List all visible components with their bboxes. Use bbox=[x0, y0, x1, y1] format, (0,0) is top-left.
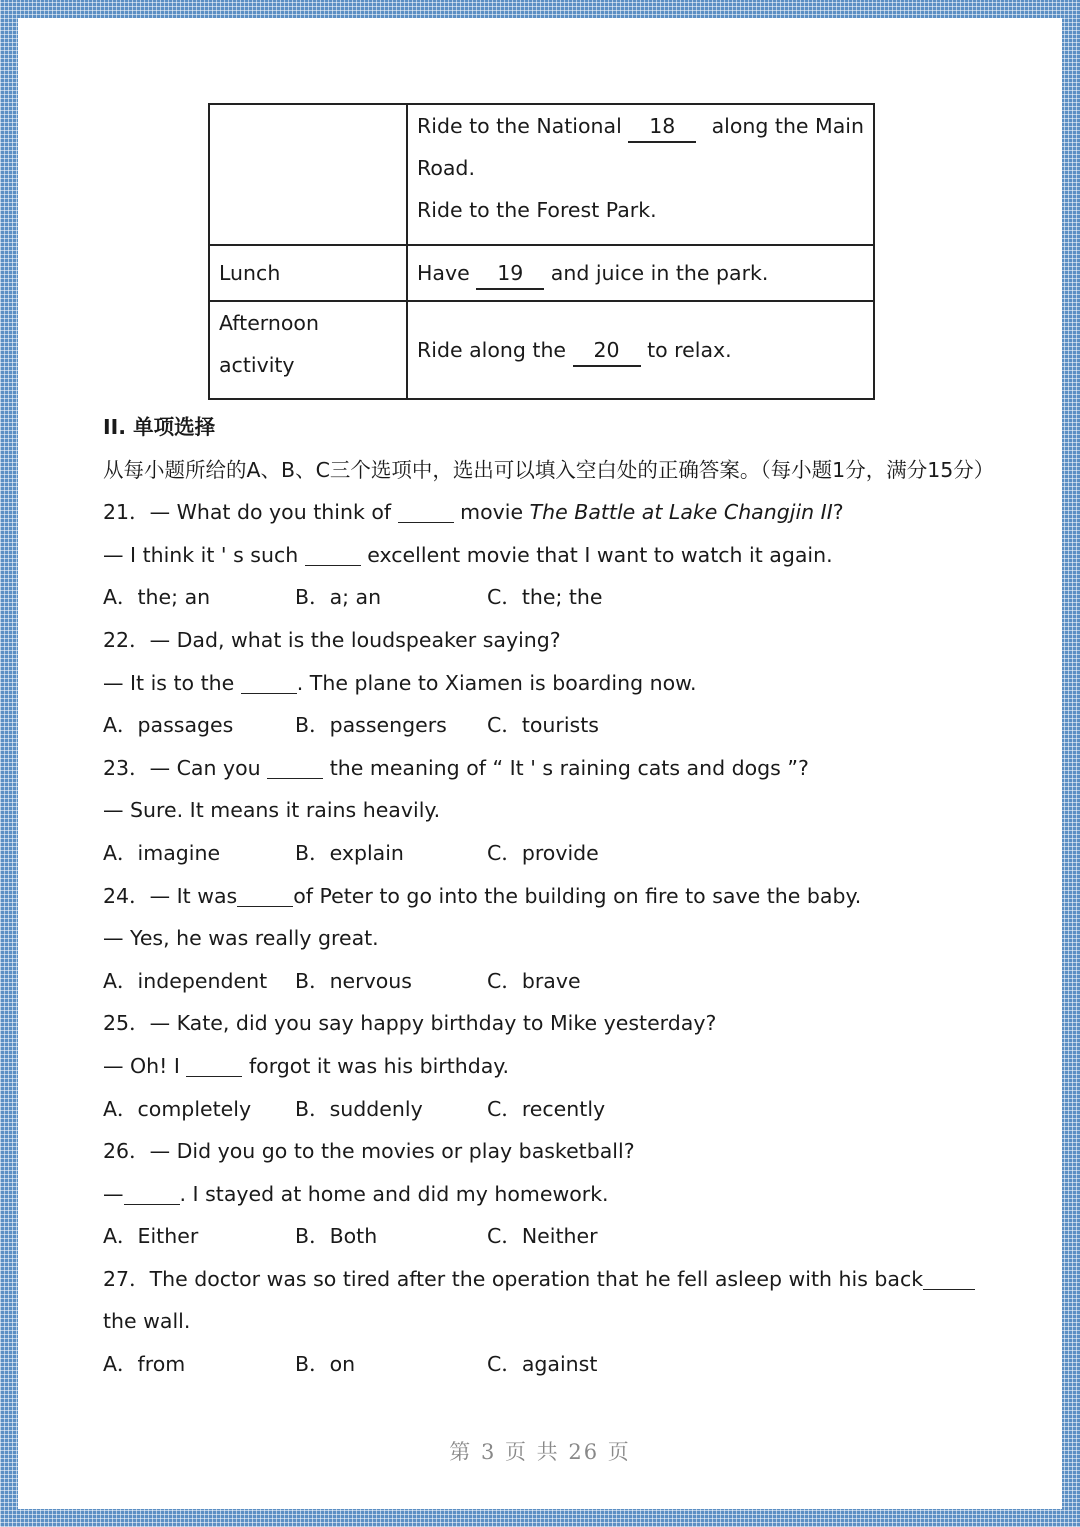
answer-blank bbox=[124, 1183, 180, 1205]
answer-22: — It is to the . The plane to Xiamen is boarding now. bbox=[103, 670, 697, 695]
section-title: II. 单项选择 bbox=[103, 415, 216, 439]
table-row bbox=[209, 301, 874, 399]
options-21 bbox=[103, 576, 1003, 619]
question-23: 23．— Can you the meaning of “ It ' s raining cats and dogs ”? bbox=[103, 755, 809, 780]
table-row bbox=[209, 104, 874, 245]
answer-blank bbox=[241, 672, 297, 694]
question-24: 24．— It was of Peter to go into the building on fire to save the baby. bbox=[103, 883, 862, 908]
option-a: A．imagine bbox=[103, 840, 221, 865]
page-footer: 第 3 页 共 26 页 bbox=[449, 1440, 631, 1464]
answer-24: — Yes, he was really great. bbox=[103, 926, 379, 951]
option-a: A．from bbox=[103, 1352, 186, 1377]
option-b: B．passengers bbox=[295, 713, 447, 738]
answer-21: — I think it ' s such excellent movie that I want to watch it again. bbox=[103, 542, 833, 567]
question-section bbox=[103, 406, 1003, 1386]
table-cell-lunch: Lunch bbox=[209, 245, 407, 301]
option-c: C．Neither bbox=[487, 1224, 598, 1249]
option-c: C．provide bbox=[487, 840, 599, 865]
row1-line3: Ride to the Forest Park. bbox=[417, 198, 657, 222]
blank-20: 20 bbox=[573, 335, 641, 367]
row1-text-a: Ride to the National 18 bbox=[417, 105, 696, 147]
answer-blank bbox=[305, 544, 361, 566]
table-cell-afternoon-desc: Ride along the 20 to relax. bbox=[407, 301, 874, 399]
blank-19: 19 bbox=[476, 258, 544, 290]
answer-25: — Oh! I forgot it was his birthday. bbox=[103, 1053, 510, 1078]
row1-line1 bbox=[417, 105, 864, 147]
option-b: B．Both bbox=[295, 1224, 378, 1249]
question-21: 21．— What do you think of movie The Battle at Lake Changjin II? bbox=[103, 500, 844, 525]
table-cell-lunch-desc: Have 19 and juice in the park. bbox=[407, 245, 874, 301]
options-24 bbox=[103, 960, 1003, 1003]
section-instruction: 从每小题所给的A、B、C三个选项中，选出可以填入空白处的正确答案。（每小题1分，满分15分） bbox=[103, 457, 995, 482]
question-22: 22．— Dad, what is the loudspeaker saying? bbox=[103, 627, 561, 652]
options-26 bbox=[103, 1215, 1003, 1258]
option-c: C．recently bbox=[487, 1096, 606, 1121]
answer-blank bbox=[237, 885, 293, 907]
options-27 bbox=[103, 1343, 1003, 1386]
row1-text-b: along the Main bbox=[711, 114, 864, 138]
document-page bbox=[18, 18, 1062, 1509]
answer-blank bbox=[923, 1268, 975, 1290]
blank-18: 18 bbox=[628, 111, 696, 143]
table-cell-empty bbox=[209, 104, 407, 245]
option-a: A．Either bbox=[103, 1224, 199, 1249]
table-cell-morning bbox=[407, 104, 874, 245]
option-a: A．passages bbox=[103, 713, 234, 738]
question-27: 27．The doctor was so tired after the operation that he fell asleep with his backthe wall. bbox=[103, 1258, 1003, 1343]
options-22 bbox=[103, 704, 1003, 747]
answer-blank bbox=[186, 1055, 242, 1077]
row1-line2: Road. bbox=[417, 156, 475, 180]
option-b: B．nervous bbox=[295, 968, 412, 993]
option-a: A．independent bbox=[103, 968, 268, 993]
option-c: C．the; the bbox=[487, 585, 603, 610]
option-b: B．suddenly bbox=[295, 1096, 423, 1121]
answer-23: — Sure. It means it rains heavily. bbox=[103, 798, 441, 823]
options-23 bbox=[103, 832, 1003, 875]
option-c: C．tourists bbox=[487, 713, 599, 738]
option-a: A．completely bbox=[103, 1096, 252, 1121]
option-b: B．a; an bbox=[295, 585, 382, 610]
answer-blank bbox=[398, 502, 454, 524]
answer-blank bbox=[267, 757, 323, 779]
options-25 bbox=[103, 1088, 1003, 1131]
table-row bbox=[209, 245, 874, 301]
option-b: B．explain bbox=[295, 840, 404, 865]
option-b: B．on bbox=[295, 1352, 356, 1377]
activity-table bbox=[208, 103, 875, 400]
answer-26: — . I stayed at home and did my homework. bbox=[103, 1181, 609, 1206]
question-26: 26．— Did you go to the movies or play basketball? bbox=[103, 1139, 635, 1164]
option-c: C．against bbox=[487, 1352, 598, 1377]
table-cell-afternoon: Afternoon activity bbox=[209, 301, 407, 399]
option-a: A．the; an bbox=[103, 585, 211, 610]
question-25: 25．— Kate, did you say happy birthday to Mike yesterday? bbox=[103, 1011, 717, 1036]
option-c: C．brave bbox=[487, 968, 581, 993]
